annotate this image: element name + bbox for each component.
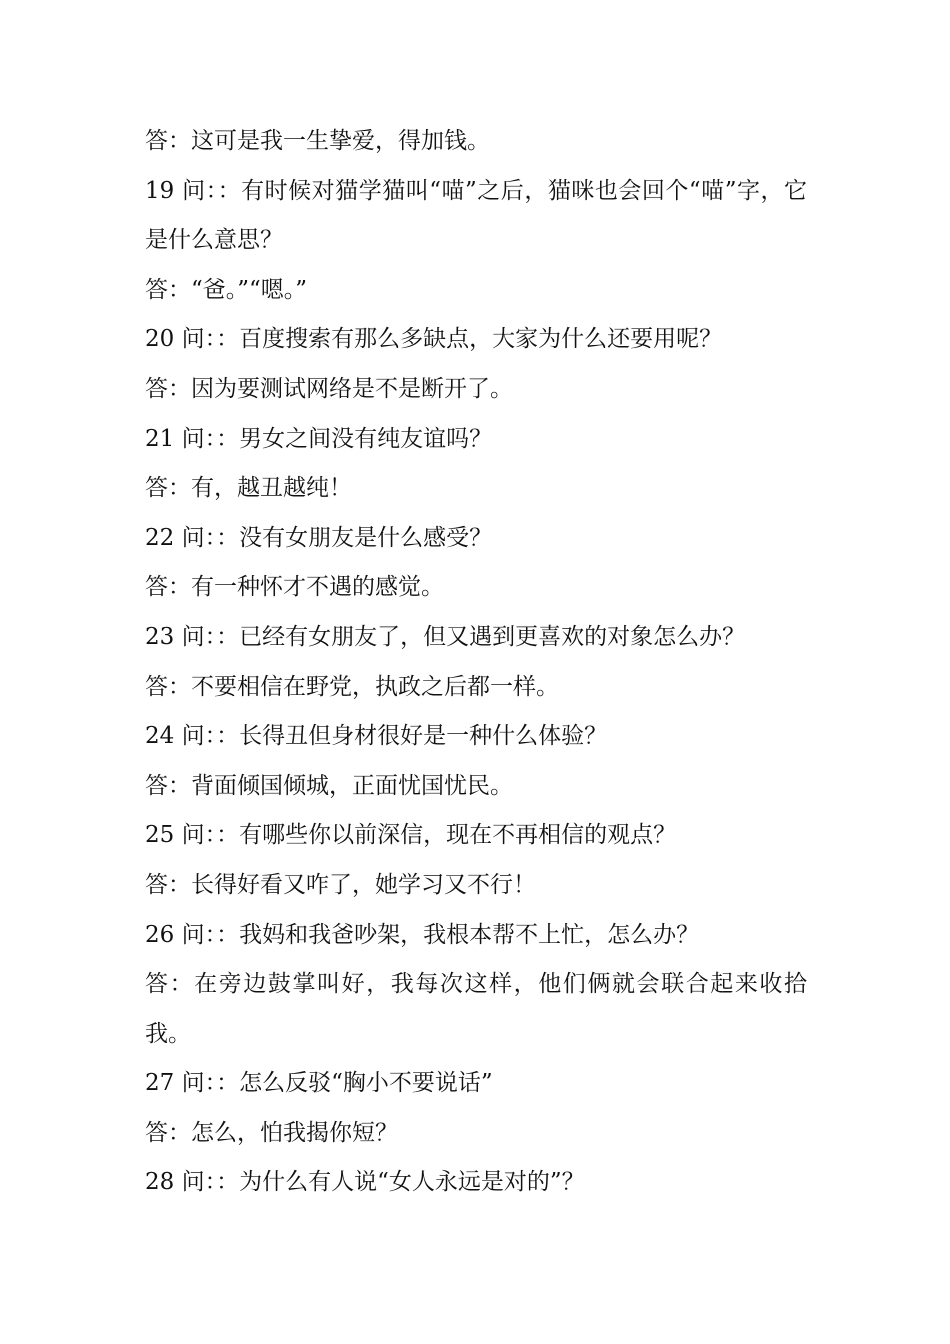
question-19: 19 问：：有时候对猫学猫叫“喵”之后，猫咪也会回个“喵”字，它是什么意思？ [145, 177, 807, 254]
answer-27: 答：怎么，怕我揭你短？ [145, 1119, 398, 1146]
answer-23: 答：不要相信在野党，执政之后都一样。 [145, 673, 559, 700]
question-26: 26 问：：我妈和我爸吵架，我根本帮不上忙，怎么办？ [145, 921, 700, 948]
answer-21: 答：有，越丑越纯！ [145, 475, 352, 502]
question-23: 23 问：：已经有女朋友了，但又遇到更喜欢的对象怎么办？ [145, 623, 746, 650]
question-28: 28 问：：为什么有人说“女人永远是对的”？ [145, 1169, 585, 1196]
answer-18: 答：这可是我一生挚爱，得加钱。 [145, 128, 490, 154]
answer-20: 答：因为要测试网络是不是断开了。 [145, 375, 513, 402]
answer-25: 答：长得好看又咋了，她学习又不行！ [145, 871, 536, 898]
question-24: 24 问：：长得丑但身材很好是一种什么体验？ [145, 723, 608, 750]
document-body [145, 117, 807, 1208]
question-25: 25 问：：有哪些你以前深信，现在不再相信的观点？ [145, 822, 677, 849]
question-27: 27 问：：怎么反驳“胸小不要说话” [145, 1070, 493, 1097]
question-20: 20 问：：百度搜索有那么多缺点，大家为什么还要用呢？ [145, 326, 723, 353]
question-22: 22 问：：没有女朋友是什么感受？ [145, 524, 493, 551]
question-21: 21 问：：男女之间没有纯友谊吗？ [145, 425, 493, 452]
answer-24: 答：背面倾国倾城，正面忧国忧民。 [145, 772, 513, 799]
answer-26: 答：在旁边鼓掌叫好，我每次这样，他们俩就会联合起来收拾我。 [145, 971, 807, 1047]
answer-19: 答：“爸。”“嗯。” [145, 276, 308, 303]
answer-22: 答：有一种怀才不遇的感觉。 [145, 574, 444, 601]
